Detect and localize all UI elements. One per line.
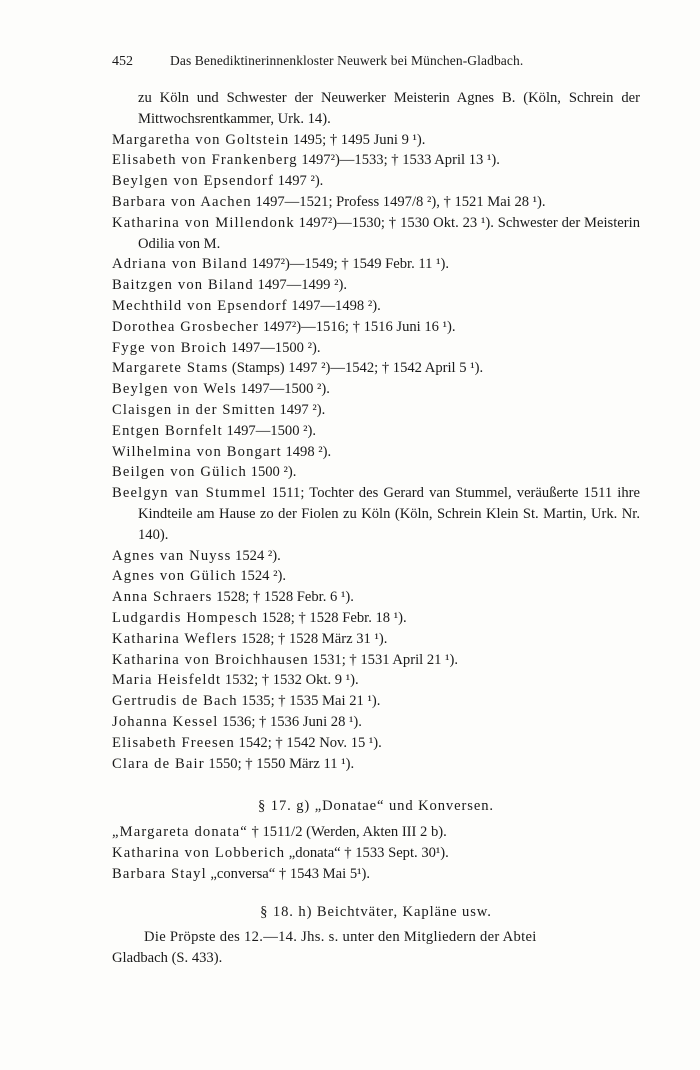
- entry-details: 1495; † 1495 Juni 9 ¹).: [289, 131, 426, 148]
- person-name: Elisabeth Freesen: [112, 734, 235, 751]
- list-item: [112, 587, 640, 608]
- person-name: Entgen Bornfelt: [112, 422, 223, 439]
- list-item: [112, 864, 640, 885]
- list-item: [112, 254, 640, 275]
- entry-details: 1500 ²).: [247, 464, 297, 481]
- entry-details: 1524 ²).: [236, 568, 286, 585]
- entry-details: 1497²)—1516; † 1516 Juni 16 ¹).: [259, 318, 456, 335]
- list-item: [112, 608, 640, 629]
- person-name: Wilhelmina von Bongart: [112, 443, 282, 460]
- entry-details: (Stamps) 1497 ²)—1542; † 1542 April 5 ¹).: [228, 360, 484, 377]
- list-item: [112, 629, 640, 650]
- person-name: Agnes van Nuyss: [112, 547, 232, 564]
- list-item: [112, 546, 640, 567]
- list-item: [112, 213, 640, 255]
- list-item: [112, 338, 640, 359]
- entry-details: 1497²)—1549; † 1549 Febr. 11 ¹).: [247, 256, 449, 273]
- list-item: [112, 150, 640, 171]
- member-list: [112, 88, 640, 774]
- list-item: [112, 442, 640, 463]
- list-item: [112, 192, 640, 213]
- person-name: Clara de Bair: [112, 755, 205, 772]
- list-item: [112, 843, 640, 864]
- page-body: [112, 88, 640, 969]
- entry-details: 1498 ²).: [281, 443, 332, 460]
- person-name: Ludgardis Hompesch: [112, 609, 258, 626]
- section-17-heading: § 17. g) „Donatae“ und Konversen.: [258, 798, 494, 815]
- entry-details: 1542; † 1542 Nov. 15 ¹).: [234, 734, 382, 751]
- list-item: [112, 462, 640, 483]
- person-name: Katharina von Lobberich: [112, 844, 286, 861]
- page-number: 452: [112, 54, 133, 69]
- entry-details: zu Köln und Schwester der Neuwerker Meisterin Agnes B. (Köln, Schrein der Mittwochsrentkammer, Urk. 14).: [138, 90, 640, 127]
- entry-details: 1497—1500 ²).: [236, 381, 330, 398]
- list-item: [112, 400, 640, 421]
- entry-details: 1497²)—1533; † 1533 April 13 ¹).: [297, 152, 500, 169]
- list-item: [112, 88, 640, 130]
- list-item: [112, 171, 640, 192]
- person-name: Katharina von Millendonk: [112, 214, 295, 231]
- entry-details: 1497²)—1530; † 1530 Okt. 23 ¹). Schwester der Meisterin Odilia von M.: [138, 214, 640, 252]
- person-name: Baitzgen von Biland: [112, 277, 254, 294]
- person-name: Claisgen in der Smitten: [112, 401, 276, 418]
- person-name: Johanna Kessel: [112, 713, 219, 730]
- entry-details: „conversa“ † 1543 Mai 5¹).: [206, 865, 371, 882]
- entry-details: 1528; † 1528 Febr. 6 ¹).: [212, 589, 354, 606]
- entry-details: 1536; † 1536 Juni 28 ¹).: [218, 713, 362, 730]
- entry-details: 1497—1498 ²).: [287, 297, 381, 314]
- person-name: Beylgen von Epsendorf: [112, 173, 274, 190]
- person-name: Fyge von Broich: [112, 339, 228, 356]
- entry-details: 1528; † 1528 März 31 ¹).: [237, 630, 388, 647]
- person-name: Agnes von Gülich: [112, 568, 237, 585]
- person-name: Elisabeth von Frankenberg: [112, 152, 298, 169]
- person-name: Dorothea Grosbecher: [112, 318, 260, 335]
- list-item: [112, 754, 640, 775]
- person-name: Beelgyn van Stummel: [112, 485, 267, 502]
- page-header: [112, 52, 640, 71]
- entry-details: 1511; Tochter des Gerard van Stummel, veräußerte 1511 ihre Kindteile am Hause zo der Fiolen zu Köln (Köln, Schrein Klein St. Martin, Urk. Nr. 140).: [138, 485, 640, 543]
- list-item: [112, 317, 640, 338]
- entry-details: 1497—1500 ²).: [222, 422, 317, 439]
- entry-details: 1497 ²).: [273, 173, 324, 190]
- list-item: [112, 691, 640, 712]
- entry-details: 1497—1500 ²).: [227, 339, 321, 356]
- person-name: Katharina Weflers: [112, 630, 238, 647]
- entry-details: 1497—1499 ²).: [253, 277, 347, 294]
- person-name: Anna Schraers: [112, 589, 213, 606]
- entry-details: 1524 ²).: [231, 547, 281, 564]
- list-item: [112, 733, 640, 754]
- person-name: Barbara Stayl: [112, 865, 207, 882]
- entry-details: „donata“ † 1533 Sept. 30¹).: [285, 844, 449, 861]
- running-head: Das Benediktinerinnenkloster Neuwerk bei München-Gladbach.: [170, 53, 524, 68]
- entry-details: 1532; † 1532 Okt. 9 ¹).: [221, 672, 359, 689]
- section-18-paragraph: [112, 927, 640, 969]
- list-item: [112, 296, 640, 317]
- entry-details: 1528; † 1528 Febr. 18 ¹).: [257, 609, 407, 626]
- entry-details: 1497—1521; Profess 1497/8 ²), † 1521 Mai 28 ¹).: [251, 193, 546, 210]
- entry-details: 1550; † 1550 März 11 ¹).: [204, 755, 355, 772]
- person-name: Gertrudis de Bach: [112, 693, 238, 710]
- list-item: [112, 650, 640, 671]
- list-item: [112, 275, 640, 296]
- section-18-heading: § 18. h) Beichtväter, Kapläne usw.: [260, 904, 492, 921]
- list-item: [112, 670, 640, 691]
- list-item: [112, 566, 640, 587]
- person-name: Barbara von Aachen: [112, 193, 252, 210]
- list-item: [112, 421, 640, 442]
- entry-details: † 1511/2 (Werden, Akten III 2 b).: [247, 824, 447, 841]
- donatae-list: [112, 822, 640, 884]
- person-name: Adriana von Biland: [112, 256, 248, 273]
- entry-details: 1531; † 1531 April 21 ¹).: [308, 651, 458, 668]
- list-item: [112, 130, 640, 151]
- person-name: Beylgen von Wels: [112, 381, 237, 398]
- person-name: Mechthild von Epsendorf: [112, 297, 288, 314]
- person-name: Beilgen von Gülich: [112, 464, 247, 481]
- entry-details: 1497 ²).: [275, 401, 326, 418]
- paragraph-tail: Gladbach (S. 433).: [112, 950, 223, 967]
- person-name: Maria Heisfeldt: [112, 672, 222, 689]
- list-item: [112, 712, 640, 733]
- list-item: [112, 379, 640, 400]
- person-name: Margarete Stams: [112, 360, 229, 377]
- paragraph-lead: Die Pröpste des 12.—14. Jhs. s. unter den Mitgliedern der Abtei: [144, 929, 537, 946]
- entry-details: 1535; † 1535 Mai 21 ¹).: [237, 693, 381, 710]
- list-item: [112, 483, 640, 545]
- person-name: Margaretha von Goltstein: [112, 131, 290, 148]
- person-name: Katharina von Broichhausen: [112, 651, 309, 668]
- list-item: [112, 822, 640, 843]
- person-name: „Margareta donata“: [112, 824, 248, 841]
- list-item: [112, 358, 640, 379]
